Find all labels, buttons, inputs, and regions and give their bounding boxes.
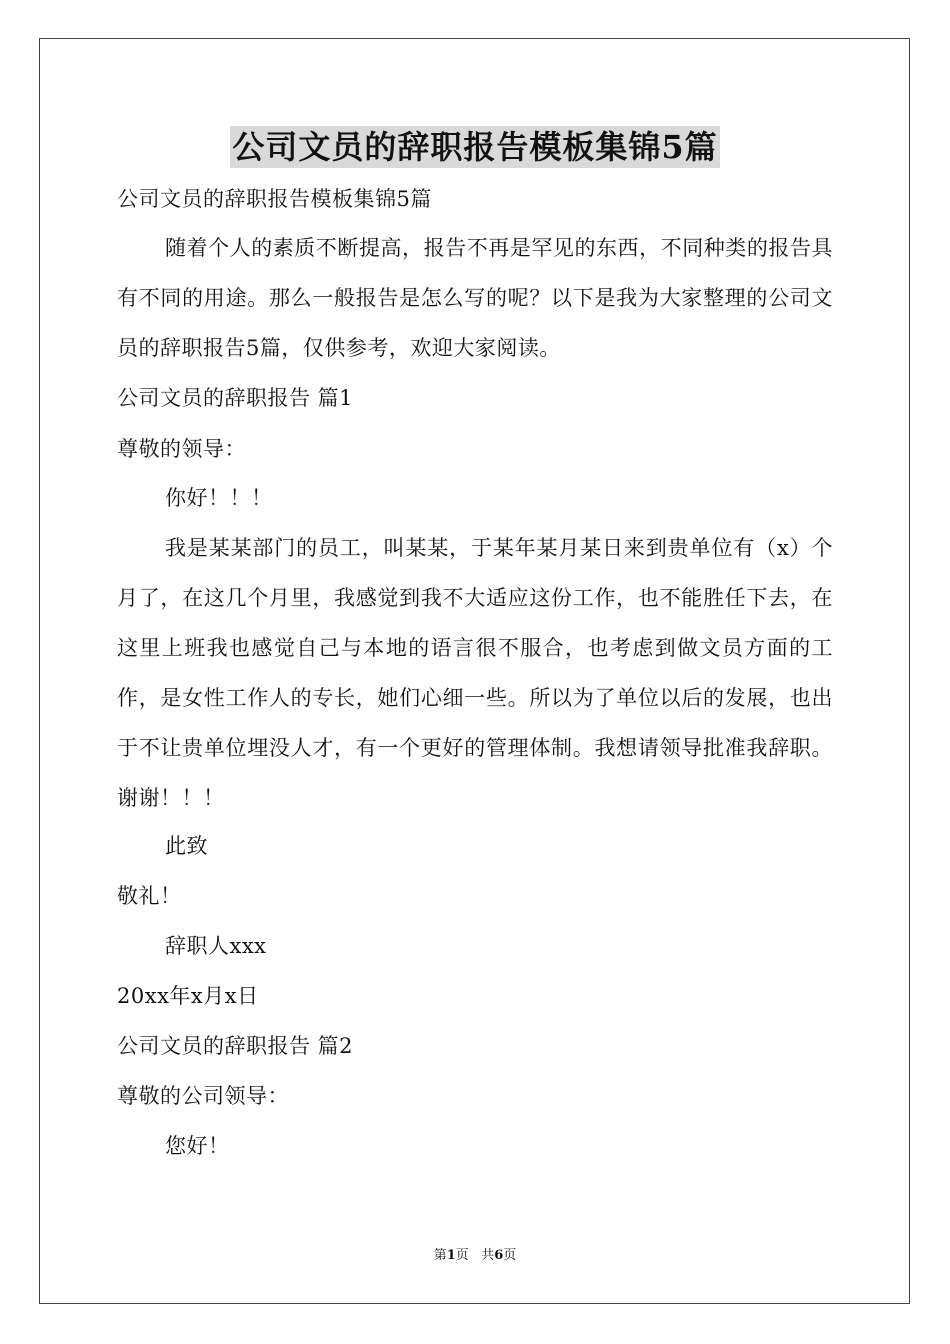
footer-total-prefix: 共 xyxy=(481,1248,495,1263)
footer-total-suffix: 页 xyxy=(503,1248,517,1263)
footer-page-total: 6 xyxy=(494,1248,504,1263)
date-1: 20xx年x月x日 xyxy=(117,984,259,1008)
signer-1: 辞职人xxx xyxy=(165,934,267,958)
document-title: 公司文员的辞职报告模板集锦5篇 xyxy=(232,128,718,166)
footer-page-suffix: 页 xyxy=(455,1248,469,1263)
section-2-heading: 公司文员的辞职报告 篇2 xyxy=(117,1034,354,1058)
closing-1: 此致 xyxy=(165,834,208,858)
intro-paragraph: 随着个人的素质不断提高，报告不再是罕见的东西，不同种类的报告具有不同的用途。那么一般报告是怎么写的呢？以下是我为大家整理的公司文员的辞职报告5篇，仅供参考，欢迎大家阅读。 xyxy=(117,236,833,360)
salutation-1: 尊敬的领导： xyxy=(117,437,246,461)
section-1-heading: 公司文员的辞职报告 篇1 xyxy=(117,386,354,410)
greeting-2: 您好！ xyxy=(165,1134,230,1158)
greeting-1: 你好！！！ xyxy=(165,486,273,510)
footer-page-prefix: 第 xyxy=(433,1248,447,1263)
salutation-2: 尊敬的公司领导： xyxy=(117,1084,289,1108)
document-subtitle: 公司文员的辞职报告模板集锦5篇 xyxy=(117,187,432,211)
footer-page-current: 1 xyxy=(446,1248,456,1263)
regards-1: 敬礼！ xyxy=(117,884,182,908)
page-footer xyxy=(0,1246,950,1266)
title-container xyxy=(0,126,950,168)
body-paragraph-1: 我是某某部门的员工，叫某某，于某年某月某日来到贵单位有（x）个月了，在这几个月里，我感觉到我不大适应这份工作，也不能胜任下去，在这里上班我也感觉自己与本地的语言很不服合，也考虑到做文员方面的工作，是女性工作人的专长，她们心细一些。所以为了单位以后的发展，也出于不让贵单位埋没人才，有一个更好的管理体制。我想请领导批准我辞职。谢谢！！！ xyxy=(117,536,833,810)
